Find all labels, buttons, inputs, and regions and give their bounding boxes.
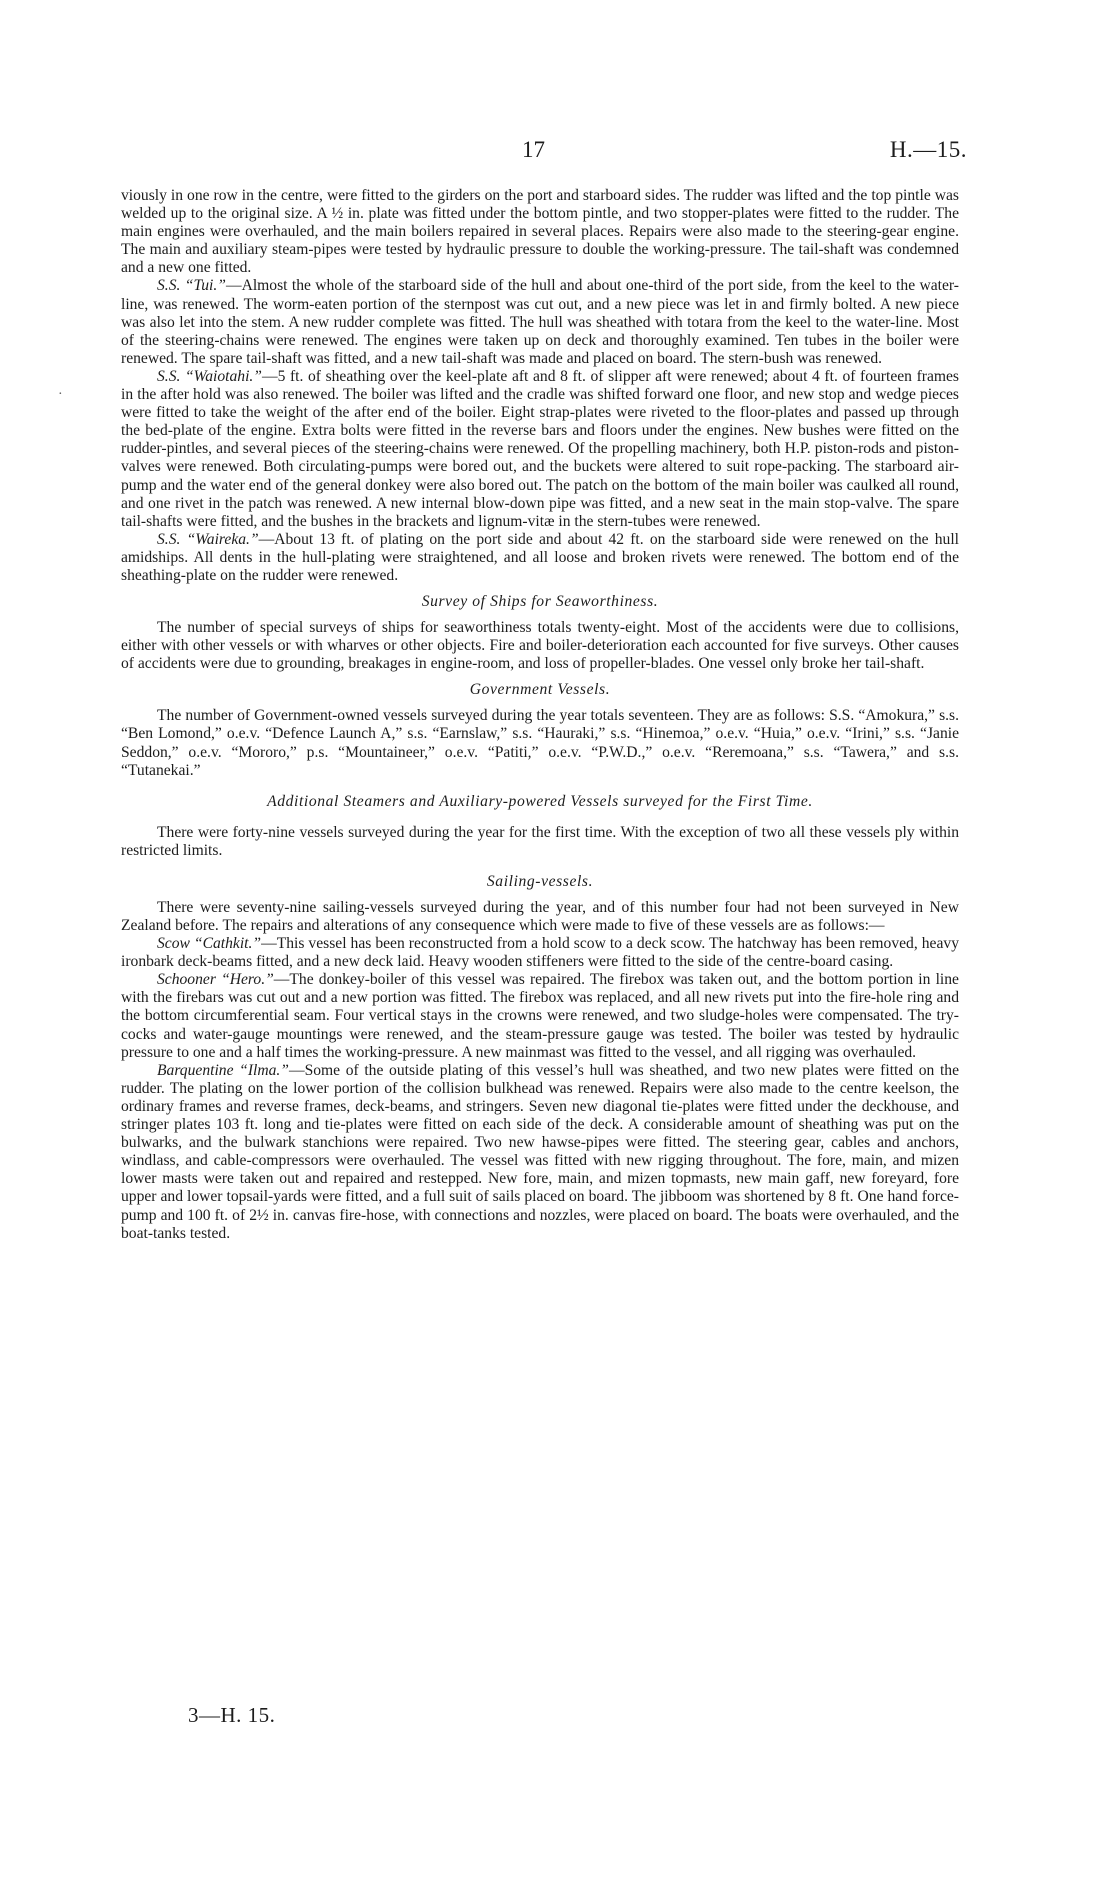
vessel-name-waiotahi: S.S. “Waiotahi.” xyxy=(157,367,262,385)
page-number: 17 xyxy=(522,137,545,162)
paragraph-ss-waireka xyxy=(121,531,959,585)
spacer xyxy=(121,860,959,873)
vessel-name-cathkit: Scow “Cathkit.” xyxy=(157,935,262,953)
paragraph-scow-cathkit xyxy=(121,935,959,971)
paragraph-ss-waiotahi xyxy=(121,368,959,531)
vessel-name-ilma: Barquentine “Ilma.” xyxy=(157,1061,289,1079)
spacer xyxy=(121,811,959,824)
section-heading-sailing-vessels: Sailing-vessels. xyxy=(486,872,594,890)
paragraph-ss-tui xyxy=(121,277,959,367)
spacer xyxy=(121,673,959,681)
document-reference: H.—15. xyxy=(889,137,967,162)
spacer xyxy=(121,611,959,619)
paragraph-additional-steamers: There were forty-nine vessels surveyed during the year for the first time. With the exception of two all these vessels ply within restricted limits. xyxy=(121,823,959,859)
paragraph-schooner-hero xyxy=(121,971,959,1061)
spacer xyxy=(121,699,959,707)
section-heading-additional-steamers: Additional Steamers and Auxiliary-powered Vessels surveyed for the First Time. xyxy=(267,792,813,810)
section-heading-seaworthiness: Survey of Ships for Seaworthiness. xyxy=(421,593,659,611)
paragraph-text: —This vessel has been reconstructed from a hold scow to a deck scow. The hatchway has been removed, heavy ironbark deck-beams fitted, and a new deck laid. Heavy wooden stiffeners were fitted to the side of the centre-board casing. xyxy=(121,935,959,971)
vessel-name-waireka: S.S. “Waireka.” xyxy=(157,530,259,548)
paragraph-text: —5 ft. of sheathing over the keel-plate aft and 8 ft. of slipper aft were renewed; about 4 ft. of fourteen frames in the after hold was also renewed. The boiler was lifted and the cradle was shifted forward one floor, and new stop and wedge pieces were fitted to take the weight of the after end of the boiler. Eight strap-plates were riveted to the floor-plates and passed up through the bed-plate of the engine. Extra bolts were fitted in the reverse bars and floors under the engines. New bushes were fitted on the rudder-pintles, and several pieces of the steering-chains were renewed. Of the propelling machinery, both H.P. piston-rods and piston-valves were renewed. Both circulating-pumps were bored out, and the buckets were altered to suit rope-packing. The starboard air-pump and the water end of the general donkey were also bored out. The patch on the bottom of the main boiler was caulked all round, and one rivet in the patch was renewed. A new internal blow-down pipe was fitted, and a new seat in the main stop-valve. The spare tail-shafts were fitted, and the bushes in the brackets and lignum-vitæ in the stern-tubes were renewed. xyxy=(121,367,959,530)
paragraph-sailing-vessels: There were seventy-nine sailing-vessels surveyed during the year, and of this number four had not been surveyed in New Zealand before. The repairs and alterations of any consequence which were made to five of these vessels are as follows:— xyxy=(121,898,959,934)
paragraph-barquentine-ilma xyxy=(121,1062,959,1243)
paragraph-text: —Some of the outside plating of this vessel’s hull was sheathed, and two new plates were fitted on the rudder. The plating on the lower portion of the collision bulkhead was renewed. Repairs were also made to the centre keelson, the ordinary frames and reverse frames, deck-beams, and stringers. Seven new diagonal tie-plates were fitted under the deckhouse, and stringer plates 103 ft. long and tie-plates were fitted on each side of the deck. A considerable amount of sheathing was put on the bulwarks, and the bulwark stanchions were repaired. Two new hawse-pipes were fitted. The steering gear, cables and anchors, windlass, and cable-compressors were overhauled. The vessel was fitted with new rigging throughout. The fore, main, and mizen lower masts were taken out and repaired and restepped. New fore, main, and mizen topmasts, new main gaff, new foreyard, fore upper and lower topsail-yards were fitted, and a full suit of sails placed on board. The jibboom was shortened by 8 ft. One hand force-pump and 100 ft. of 2½ in. canvas fire-hose, with connections and nozzles, were placed on board. The boats were overhauled, and the boat-tanks tested. xyxy=(121,1061,959,1242)
paragraph-seaworthiness: The number of special surveys of ships for seaworthiness totals twenty-eight. Most of the accidents were due to collisions, either with other vessels or with wharves or other objects. Fire and boiler-deterioration each accounted for five surveys. Other causes of accidents were due to grounding, breakages in engine-room, and loss of propeller-blades. One vessel only broke her tail-shaft. xyxy=(121,619,959,673)
spacer xyxy=(121,891,959,899)
vessel-name-tui: S.S. “Tui.” xyxy=(157,277,226,295)
body-text xyxy=(121,187,959,1243)
paragraph-text: —The donkey-boiler of this vessel was repaired. The firebox was taken out, and the bottom portion in line with the firebars was cut out and a new portion was fitted. The firebox was replaced, and all new rivets put into the fire-hole ring and the bottom circumferential seam. Four vertical stays in the crowns were renewed, and two sludge-holes were compensated. The try-cocks and water-gauge mountings were renewed, and the steam-pressure gauge was tested. The boiler was tested by hydraulic pressure to one and a half times the working-pressure. A new mainmast was fitted to the vessel, and all rigging was overhauled. xyxy=(121,971,959,1061)
section-heading-government-vessels: Government Vessels. xyxy=(469,681,611,699)
paragraph-continuation: viously in one row in the centre, were fitted to the girders on the port and starboard sides. The rudder was lifted and the top pintle was welded up to the original size. A ½ in. plate was fitted under the bottom pintle, and two stopper-plates were fitted to the rudder. The main engines were overhauled, and the main boilers repaired in several places. Repairs were also made to the steering-gear engine. The main and auxiliary steam-pipes were tested by hydraulic pressure to double the working-pressure. The tail-shaft was condemned and a new one fitted. xyxy=(121,187,959,277)
vessel-name-hero: Schooner “Hero.” xyxy=(157,971,274,989)
spacer xyxy=(121,780,959,793)
paragraph-text: —About 13 ft. of plating on the port side and about 42 ft. on the starboard side were renewed on the hull amidships. All dents in the hull-plating were straightened, and all loose and broken rivets were renewed. The bottom end of the sheathing-plate on the rudder were renewed. xyxy=(121,530,959,584)
footer-signature: 3—H. 15. xyxy=(188,1703,276,1727)
paragraph-government-vessels: The number of Government-owned vessels surveyed during the year totals seventeen. They are as follows: S.S. “Amokura,” s.s. “Ben Lomond,” o.e.v. “Defence Launch A,” s.s. “Earnslaw,” s.s. “Hauraki,” s.s. “Hinemoa,” o.e.v. “Huia,” o.e.v. “Irini,” s.s. “Janie Seddon,” o.e.v. “Mororo,” p.s. “Mountaineer,” o.e.v. “Patiti,” o.e.v. “P.W.D.,” o.e.v. “Reremoana,” s.s. “Tawera,” and s.s. “Tutanekai.” xyxy=(121,707,959,779)
margin-mark: · xyxy=(58,387,63,402)
paragraph-text: —Almost the whole of the starboard side of the hull and about one-third of the port side, from the keel to the water-line, was renewed. The worm-eaten portion of the sternpost was cut out, and a new piece was let in and firmly bolted. A new piece was also let into the stem. A new rudder complete was fitted. The hull was sheathed with totara from the keel to the water-line. Most of the steering-chains were renewed. The engines were taken up on deck and thoroughly examined. Ten tubes in the boiler were renewed. The spare tail-shaft was fitted, and a new tail-shaft was made and placed on board. The stern-bush was renewed. xyxy=(121,277,960,367)
spacer xyxy=(121,585,959,593)
